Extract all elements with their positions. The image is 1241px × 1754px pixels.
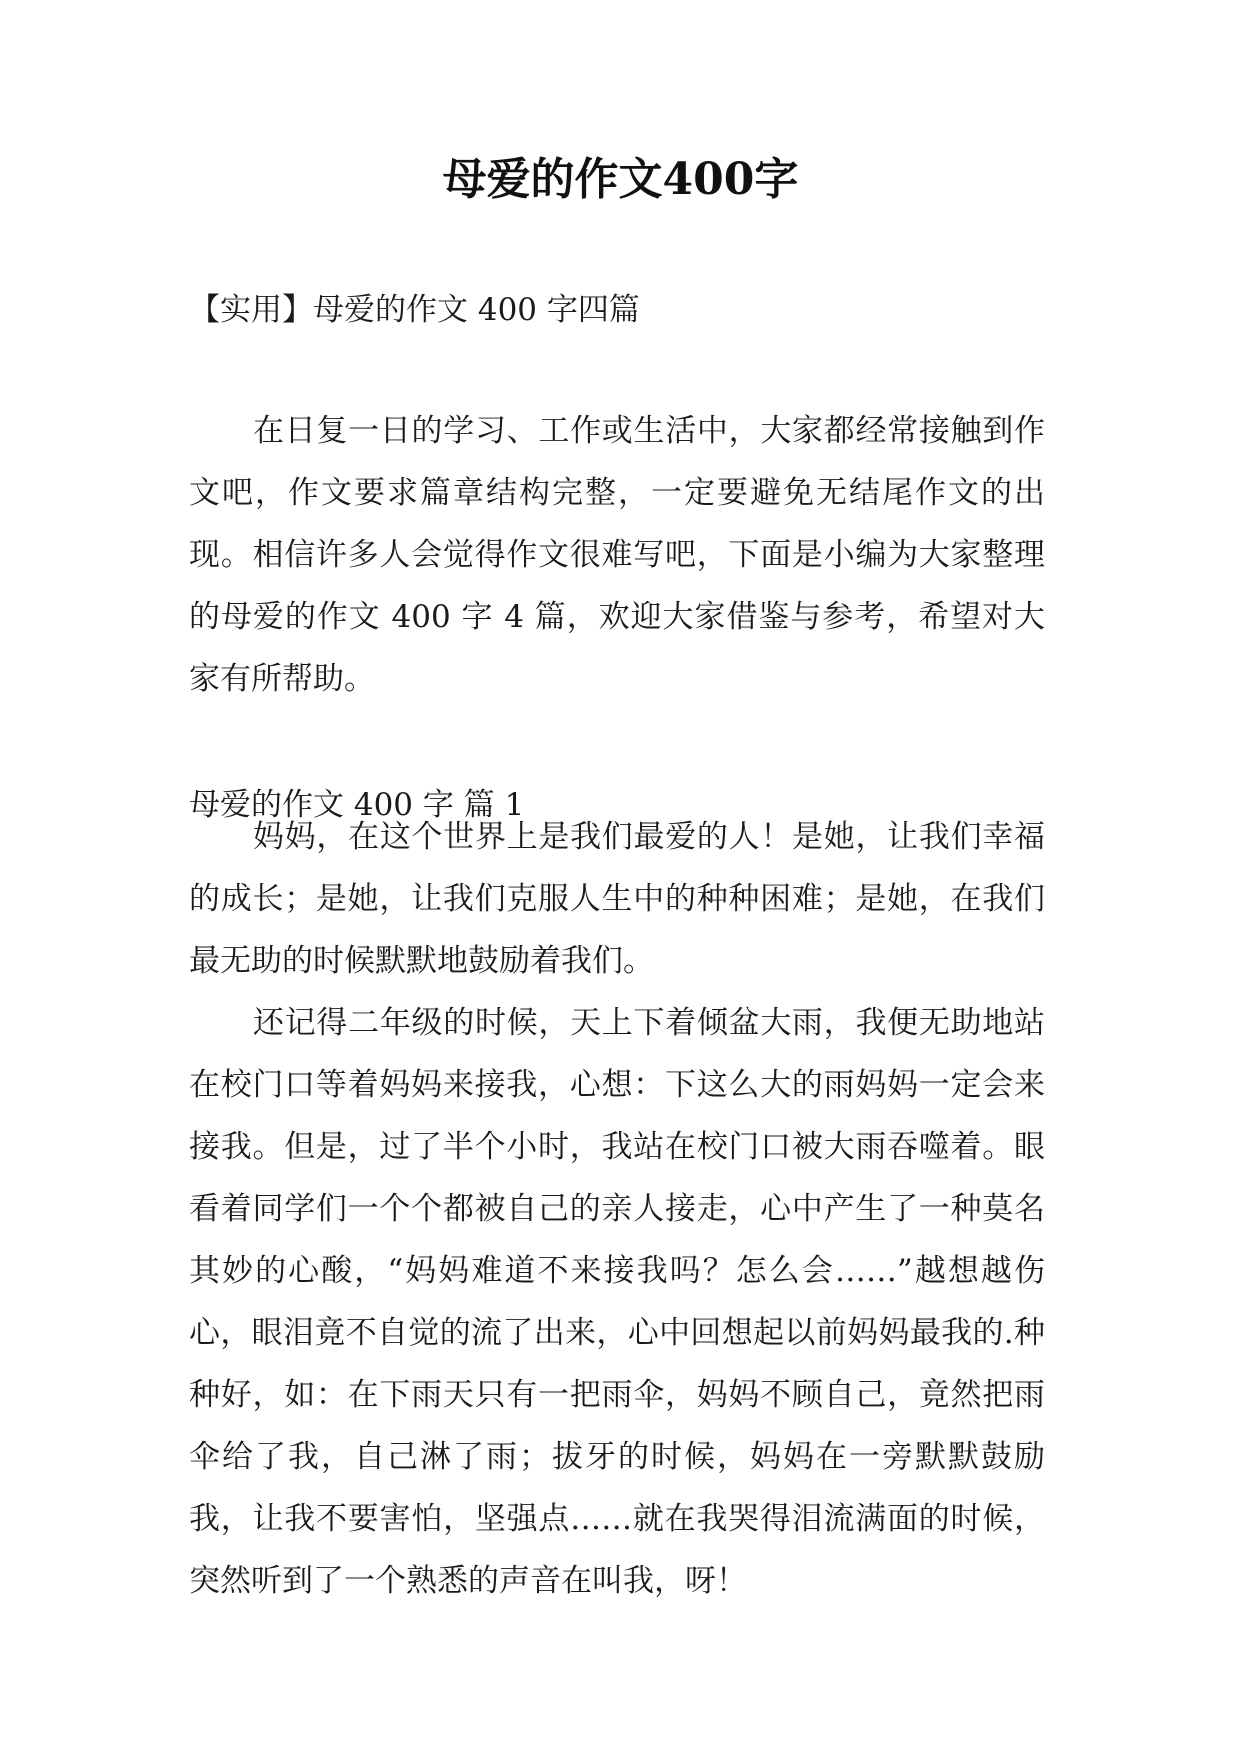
paragraph-2: 还记得二年级的时候，天上下着倾盆大雨，我便无助地站在校门口等着妈妈来接我，心想：下这么大的雨妈妈一定会来接我。但是，过了半个小时，我站在校门口被大雨吞噬着。眼看着同学们一个个都被自己的亲人接走，心中产生了一种莫名其妙的心酸，“妈妈难道不来接我吗？怎么会……”越想越伤心，眼泪竟不自觉的流了出来，心中回想起以前妈妈最我的.种种好，如：在下雨天只有一把雨伞，妈妈不顾自己，竟然把雨伞给了我，自己淋了雨；拔牙的时候，妈妈在一旁默默鼓励我，让我不要害怕，坚强点……就在我哭得泪流满面的时候，突然听到了一个熟悉的声音在叫我，呀！: [189, 1005, 1045, 1599]
document-title: 母爱的作文400字: [442, 154, 799, 205]
essay-body: [189, 806, 1045, 1612]
paragraph-1: 妈妈，在这个世界上是我们最爱的人！是她，让我们幸福的成长；是她，让我们克服人生中的种种困难；是她，在我们最无助的时候默默地鼓励着我们。: [189, 819, 1045, 979]
section-title: 母爱的作文 400 字 篇 1: [189, 787, 525, 823]
document-subtitle: 【实用】母爱的作文 400 字四篇: [189, 292, 640, 328]
intro-paragraph: 在日复一日的学习、工作或生活中，大家都经常接触到作文吧，作文要求篇章结构完整，一定要避免无结尾作文的出现。相信许多人会觉得作文很难写吧，下面是小编为大家整理的母爱的作文 400 字 4 篇，欢迎大家借鉴与参考，希望对大家有所帮助。: [189, 413, 1045, 697]
